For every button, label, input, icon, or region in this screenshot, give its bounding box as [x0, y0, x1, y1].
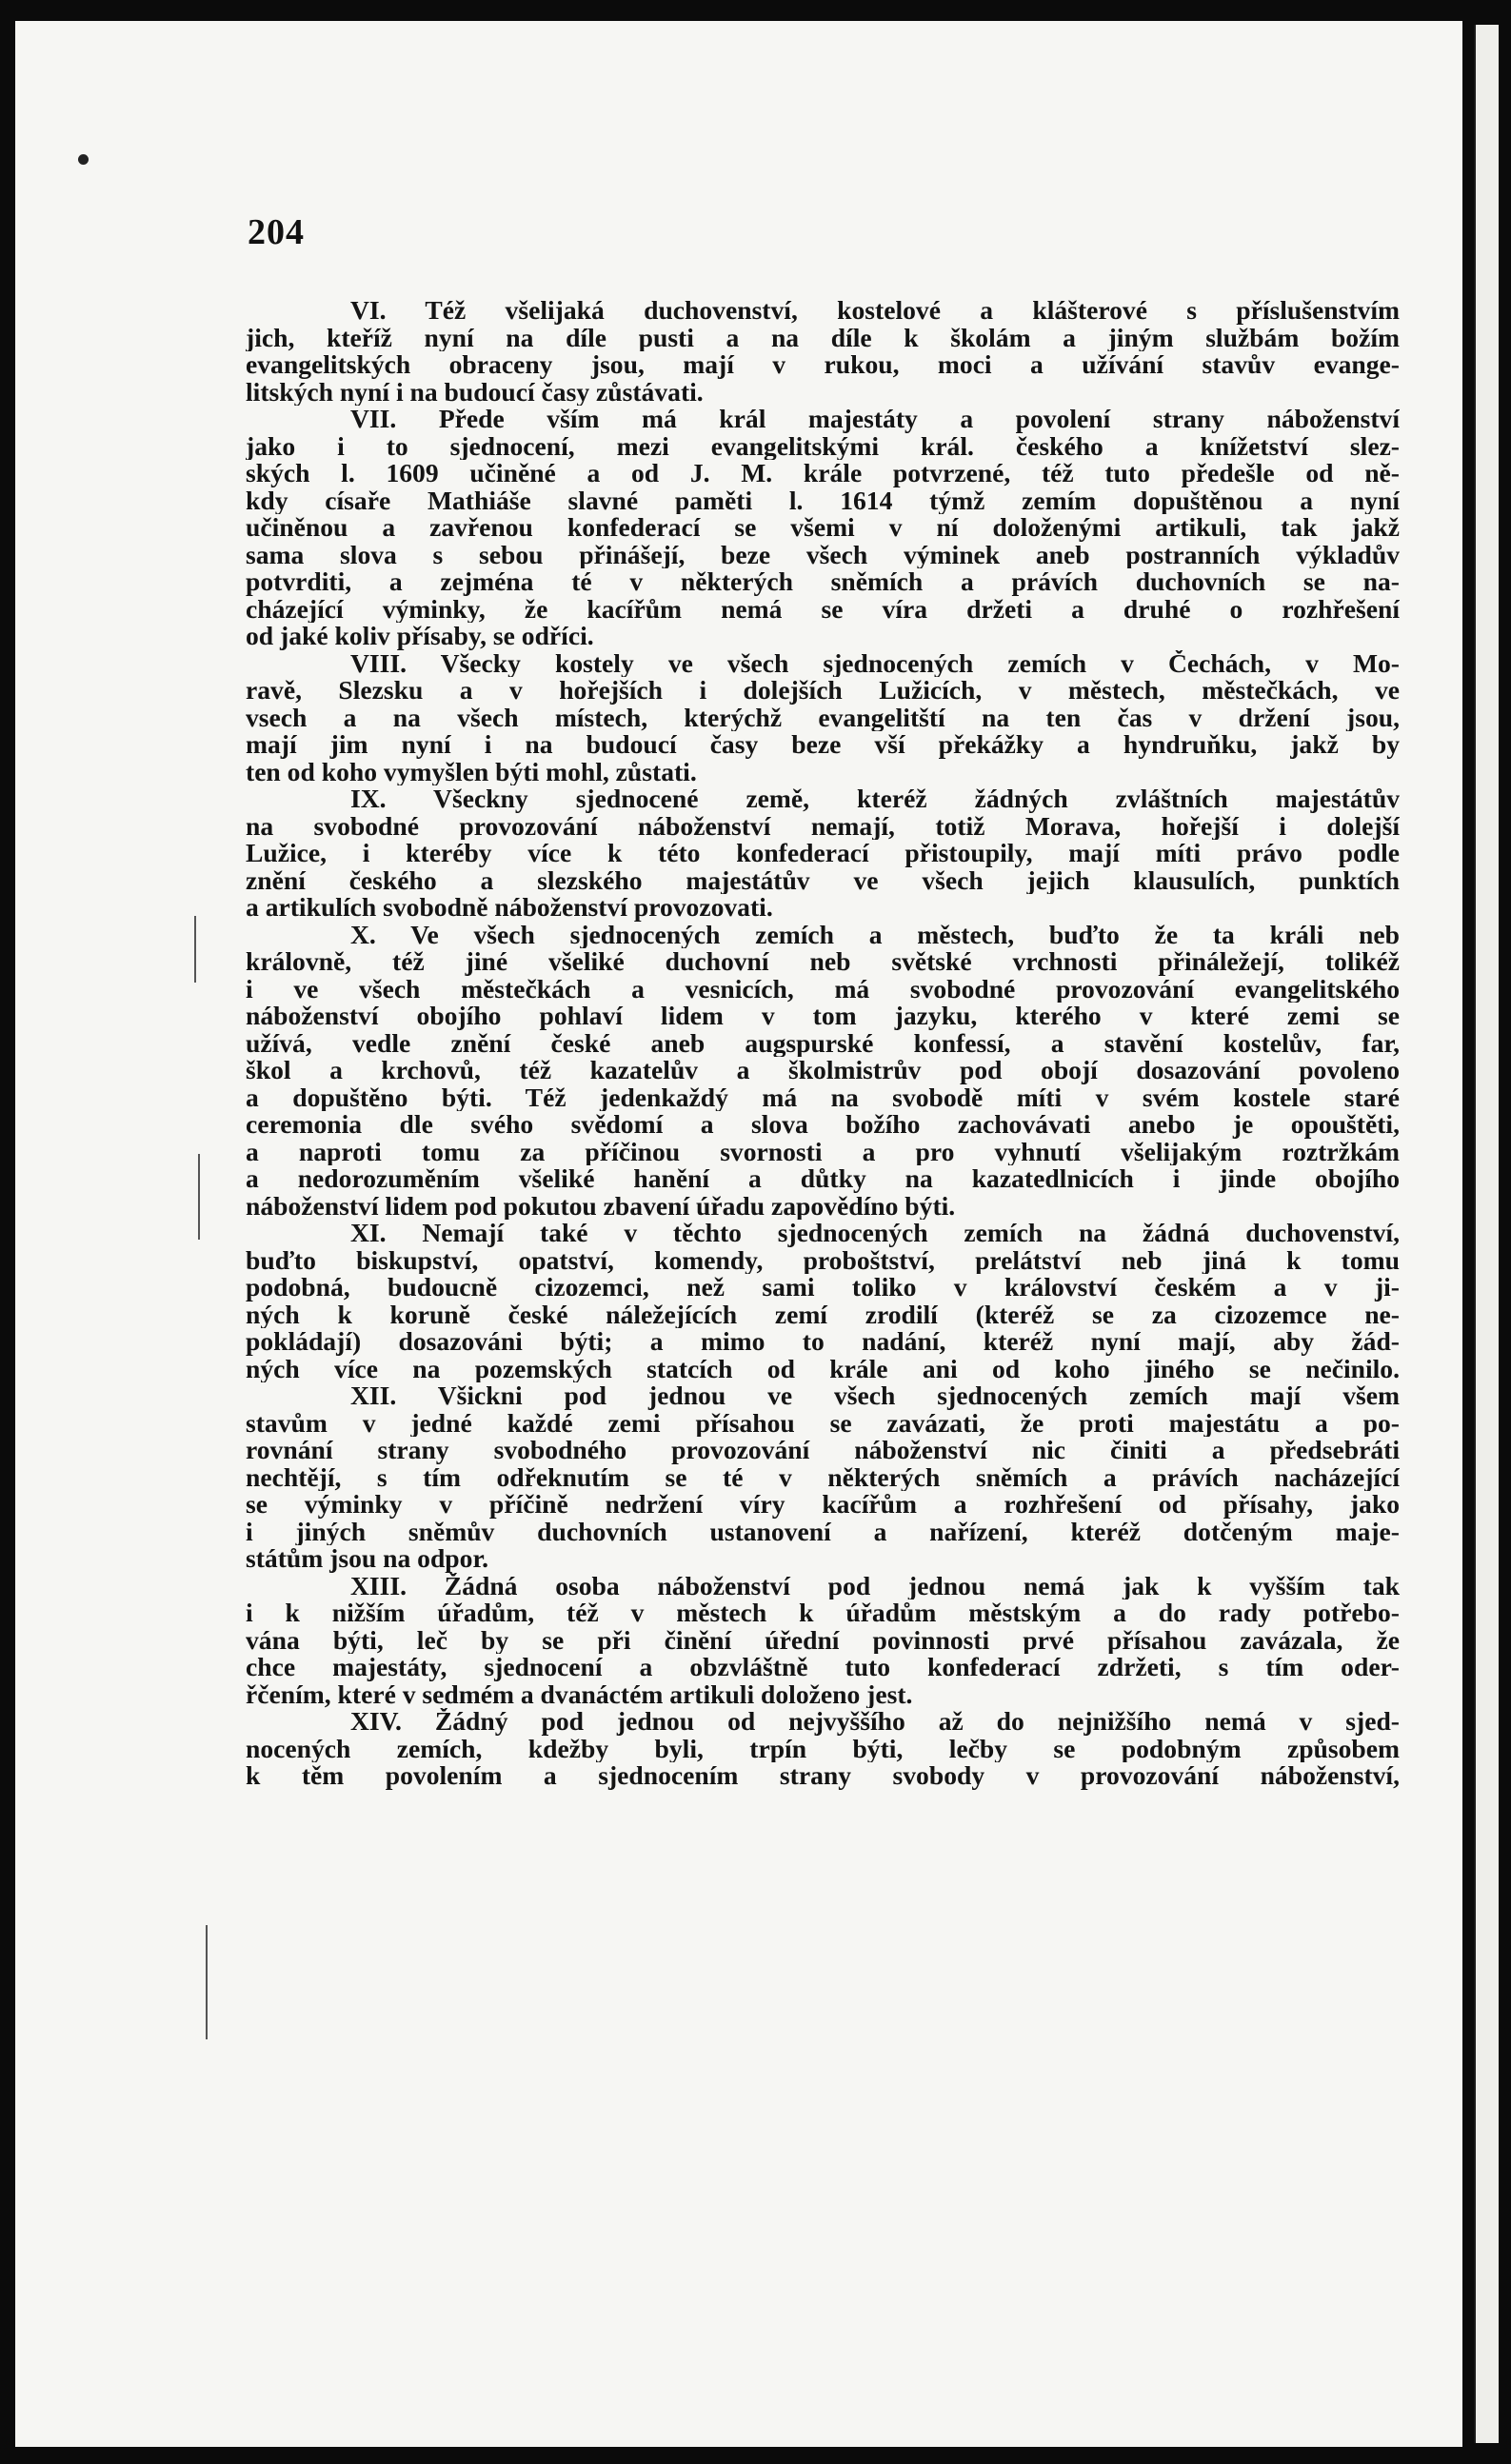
text-line: VII. Přede vším má král majestáty a povolení strany náboženství — [350, 406, 1400, 433]
text-line: na svobodné provozování náboženství nemají, totiž Morava, hořejší i dolejší — [246, 812, 1400, 840]
ink-dot — [78, 154, 89, 165]
text-line: ravě, Slezsku a v hořejších i dolejších Lužicích, v městech, městečkách, ve — [246, 677, 1400, 705]
text-line: VIII. Všecky kostely ve všech sjednocených zemích v Čechách, v Mo- — [350, 649, 1400, 677]
text-line: od jaké koliv přísaby, se odříci. — [246, 623, 594, 650]
text-line: ných k koruně české náležejících zemí zrodilí (kteréž se za cizozemce ne- — [246, 1301, 1400, 1328]
text-line: IX. Všeckny sjednocené země, kteréž žádných zvláštních majestátův — [350, 785, 1400, 813]
text-line: podobná, budoucně cizozemci, než sami toliko v království českém a v ji- — [246, 1274, 1400, 1302]
text-line: nocených zemích, kdežby byli, trpín býti, lečby se podobným způsobem — [246, 1735, 1400, 1762]
margin-mark — [194, 916, 196, 983]
text-line: se výminky v příčině nedržení víry kacířům a rozhřešení od přísahy, jako — [246, 1491, 1400, 1519]
text-line: Lužice, i kteréby více k této konfederací přistoupily, mají míti právo podle — [246, 840, 1400, 867]
text-line: ceremonia dle svého svědomí a slova božího zachovávati anebo je opouštěti, — [246, 1111, 1400, 1139]
text-line: i jiných sněmův duchovních ustanovení a nařízení, kteréž dotčeným maje- — [246, 1518, 1400, 1545]
margin-mark — [198, 1154, 200, 1240]
text-line: VI. Též všelijaká duchovenství, kostelové a klášterové s příslušenstvím — [350, 297, 1400, 325]
text-line: náboženství lidem pod pokutou zbavení úřadu zapovědíno býti. — [246, 1192, 956, 1220]
text-line: kdy císaře Mathiáše slavné paměti l. 1614 týmž zemím dopuštěnou a nyní — [246, 487, 1400, 514]
text-line: mají jim nyní i na budoucí časy beze vší překážky a hyndruňku, jakž by — [246, 731, 1400, 759]
text-line: litských nyní i na budoucí časy zůstávati. — [246, 378, 704, 406]
text-line: řčením, které v sedmém a dvanáctém artikuli doloženo jest. — [246, 1680, 913, 1708]
body-text — [246, 297, 1400, 1790]
text-line: potvrditi, a zejména té v některých sněmích a právích duchovních se na- — [246, 568, 1400, 596]
text-line: k těm povolením a sjednocením strany svobody v provozování náboženství, — [246, 1762, 1400, 1790]
text-line: XI. Nemají také v těchto sjednocených zemích na žádná duchovenství, — [350, 1220, 1400, 1247]
text-line: buďto biskupství, opatství, komendy, proboštství, prelátství neb jiná k tomu — [246, 1246, 1400, 1274]
text-line: ných více na pozemských statcích od krále ani od koho jiného se nečinilo. — [246, 1355, 1400, 1382]
text-line: chce majestáty, sjednocení a obzvláštně tuto konfederací zdržeti, s tím oder- — [246, 1654, 1400, 1681]
margin-mark — [206, 1925, 208, 2039]
text-line: a nedorozuměním všeliké hanění a důtky na kazatedlnicích i jinde obojího — [246, 1165, 1400, 1193]
page-number: 204 — [248, 212, 305, 252]
text-line: stavům v jedné každé zemi přísahou se zavázati, že proti majestátu a po- — [246, 1409, 1400, 1437]
text-line: ten od koho vymyšlen býti mohl, zůstati. — [246, 758, 697, 785]
text-line: znění českého a slezského majestátův ve všech jejich klausulích, punktích — [246, 866, 1400, 894]
text-line: učiněnou a zavřenou konfederací se všemi v ní doloženými artikuli, tak jakž — [246, 514, 1400, 542]
text-line: XIV. Žádný pod jednou od nejvyššího až do nejnižšího nemá v sjed- — [350, 1708, 1400, 1736]
text-line: sama slova s sebou přinášejí, beze všech výminek aneb postranních výkladův — [246, 541, 1400, 568]
text-line: vsech a na všech místech, kterýchž evangelitští na ten čas v držení jsou, — [246, 704, 1400, 731]
text-line: XIII. Žádná osoba náboženství pod jednou nemá jak k vyšším tak — [350, 1572, 1400, 1600]
text-line: vána býti, leč by se při činění úřední povinnosti prvé přísahou zavázala, že — [246, 1626, 1400, 1654]
text-line: státům jsou na odpor. — [246, 1545, 489, 1573]
text-line: užívá, vedle znění české aneb augspurské konfessí, a stavění kostelův, far, — [246, 1029, 1400, 1057]
text-line: X. Ve všech sjednocených zemích a městech, buďto že ta králi neb — [350, 921, 1400, 948]
next-page-edge — [1474, 25, 1499, 2443]
text-line: a naproti tomu za příčinou svornosti a pro vyhnutí všelijakým roztržkám — [246, 1138, 1400, 1165]
text-line: pokládají) dosazováni býti; a mimo to nadání, kteréž nyní mají, aby žád- — [246, 1328, 1400, 1356]
text-line: XII. Všickni pod jednou ve všech sjednocených zemích mají všem — [350, 1382, 1400, 1410]
text-line: nechtějí, s tím odřeknutím se té v některých sněmích a právích nacházející — [246, 1463, 1400, 1491]
text-line: a artikulích svobodně náboženství provozovati. — [246, 894, 773, 922]
text-line: i ve všech městečkách a vesnicích, má svobodné provozování evangelitského — [246, 975, 1400, 1003]
text-line: rovnání strany svobodného provozování náboženství nic činiti a předsebráti — [246, 1437, 1400, 1464]
book-page — [15, 21, 1462, 2447]
text-line: královně, též jiné všeliké duchovní neb světské vrchnosti přináležejí, tolikéž — [246, 948, 1400, 976]
text-line: jich, kteříž nyní na díle pusti a na díle k školám a jiným službám božím — [246, 324, 1400, 351]
text-line: náboženství obojího pohlaví lidem v tom jazyku, kterého v které zemi se — [246, 1003, 1400, 1030]
text-line: cházející výminky, že kacířům nemá se víra držeti a druhé o rozhřešení — [246, 595, 1400, 623]
text-line: škol a krchovů, též kazatelův a školmistrův pod obojí dosazování povoleno — [246, 1057, 1400, 1084]
text-line: evangelitských obraceny jsou, mají v rukou, moci a užívání stavův evange- — [246, 351, 1400, 379]
text-line: jako i to sjednocení, mezi evangelitskými král. českého a knížetství slez- — [246, 432, 1400, 460]
text-line: i k nižším úřadům, též v městech k úřadům městským a do rady potřebo- — [246, 1600, 1400, 1627]
text-line: ských l. 1609 učiněné a od J. M. krále potvrzené, též tuto předešle od ně- — [246, 460, 1400, 487]
text-line: a dopuštěno býti. Též jedenkaždý má na svobodě míti v svém kostele staré — [246, 1083, 1400, 1111]
